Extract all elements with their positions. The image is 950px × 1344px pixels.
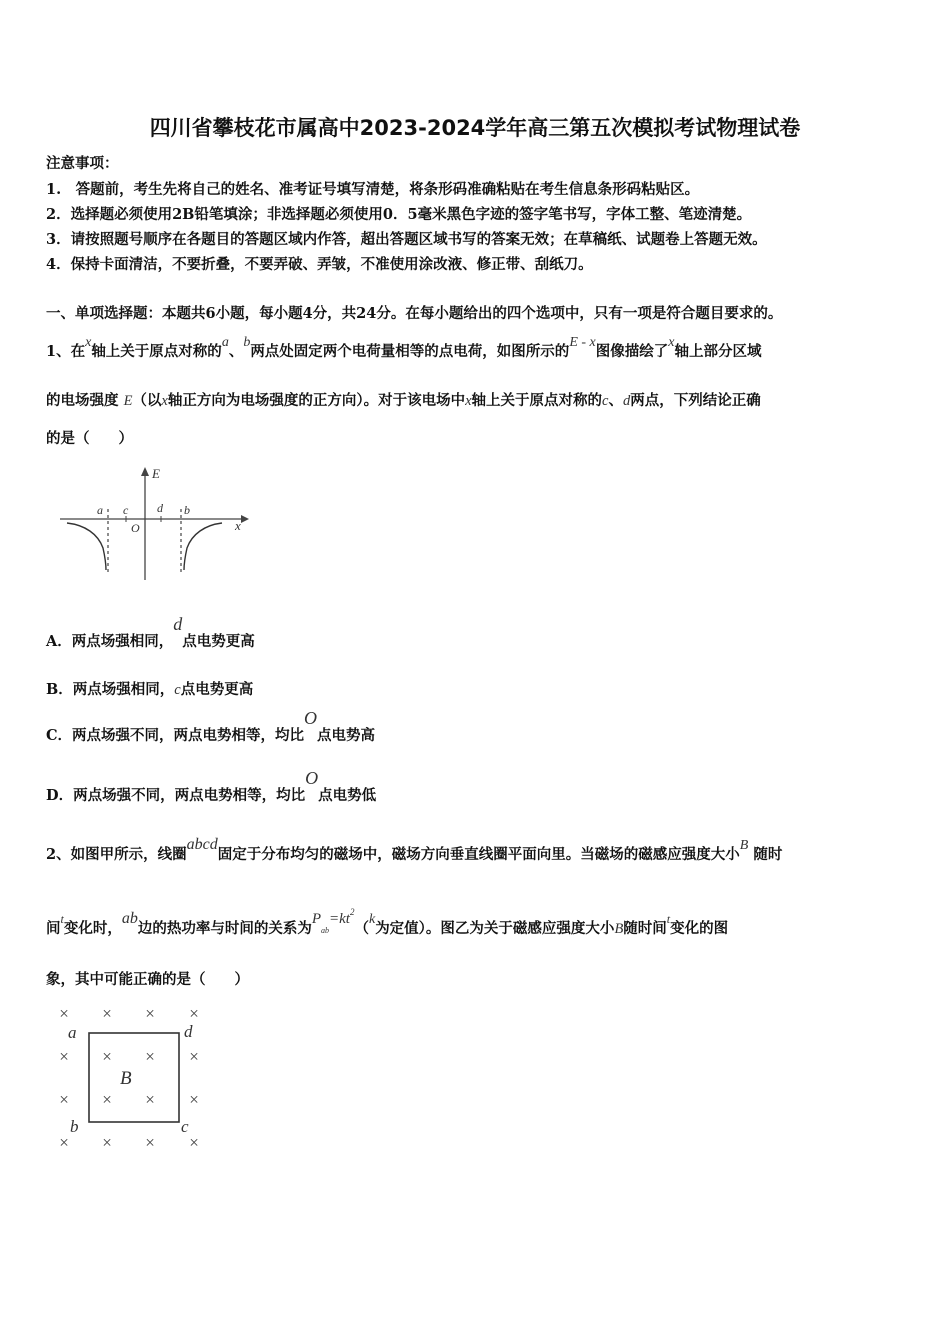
var-e-x: E - x <box>569 335 596 350</box>
var-ab: ab <box>121 910 138 927</box>
formula: =kt <box>329 911 350 927</box>
field-cross: × <box>145 1133 155 1152</box>
field-cross: × <box>59 1004 69 1023</box>
var-d: d <box>622 393 631 409</box>
q1-option-a[interactable]: A．两点场强相同，d点电势更高 <box>46 614 255 650</box>
q1-option-d[interactable]: D．两点场强不同，两点电势相等，均比O点电势低 <box>46 768 377 804</box>
x-axis-label: x <box>235 518 241 533</box>
notice-item: 1. 答题前，考生先将自己的姓名、准考证号填写清楚，将条形码准确粘贴在考生信息条形码粘贴区。 <box>46 181 700 198</box>
formula-exponent: 2 <box>349 907 355 917</box>
e-axis-label: E <box>152 466 160 481</box>
field-cross: × <box>59 1133 69 1152</box>
q1-e-x-graph <box>55 462 255 587</box>
var-d: d <box>173 614 183 634</box>
q1-option-c[interactable]: C．两点场强不同，两点电势相等，均比O点电势高 <box>46 708 376 744</box>
var-a: a <box>221 335 229 350</box>
field-cross: × <box>189 1090 199 1109</box>
notice-item: 4．保持卡面清洁，不要折叠，不要弄破、弄皱，不准使用涂改液、修正带、刮纸刀。 <box>46 256 593 273</box>
var-p-sub: ab <box>321 926 330 935</box>
corner-d-label: d <box>184 1022 193 1041</box>
field-cross: × <box>59 1047 69 1066</box>
notice-heading: 注意事项： <box>46 155 119 172</box>
field-cross: × <box>102 1047 112 1066</box>
var-x: x <box>668 335 675 350</box>
field-b-label: B <box>120 1068 132 1089</box>
var-abcd: abcd <box>186 836 218 853</box>
q1-option-b[interactable]: B．两点场强相同，c点电势更高 <box>46 681 254 698</box>
q2-stem-line3: 象，其中可能正确的是（ ） <box>46 971 249 988</box>
corner-a-label: a <box>68 1023 77 1042</box>
q1-stem-line3: 的是（ ） <box>46 430 133 447</box>
page-title: 四川省攀枝花市属高中2023-2024学年高三第五次模拟考试物理试卷 <box>149 116 801 140</box>
var-o: O <box>304 708 318 728</box>
field-curve-left <box>67 523 106 570</box>
field-cross: × <box>189 1004 199 1023</box>
origin-label: O <box>131 521 140 535</box>
field-cross: × <box>189 1133 199 1152</box>
var-p: P <box>311 911 322 927</box>
var-x: x <box>85 335 92 350</box>
var-x: x <box>161 393 168 409</box>
field-cross: × <box>102 1090 112 1109</box>
field-cross: × <box>145 1090 155 1109</box>
q2-stem-line1: 2、如图甲所示，线圈abcd固定于分布均匀的磁场中，磁场方向垂直线圈平面向里。当磁场的磁感应强度大小B 随时 <box>46 836 783 863</box>
point-a-label: a <box>97 503 103 517</box>
field-curve-right <box>184 523 222 570</box>
point-b-label: b <box>184 503 190 517</box>
e-axis-arrow <box>141 467 149 476</box>
q1-stem-line2: 的电场强度 E（以x轴正方向为电场强度的正方向）。对于该电场中x轴上关于原点对称的c、d两点，下列结论正确 <box>46 392 761 409</box>
field-cross: × <box>145 1047 155 1066</box>
field-cross: × <box>102 1133 112 1152</box>
notice-item: 3．请按照题号顺序在各题目的答题区域内作答，超出答题区域书写的答案无效；在草稿纸、试题卷上答题无效。 <box>46 231 767 248</box>
point-d-label: d <box>157 501 163 515</box>
field-cross: × <box>189 1047 199 1066</box>
var-e: E <box>123 393 133 409</box>
corner-c-label: c <box>181 1117 189 1136</box>
var-k: k <box>368 912 376 927</box>
var-b: B <box>739 838 749 853</box>
q2-coil-figure <box>50 1002 215 1157</box>
var-b: B <box>614 921 624 937</box>
corner-b-label: b <box>70 1117 79 1136</box>
var-c: c <box>174 682 181 698</box>
var-t: t <box>666 912 671 926</box>
var-b: b <box>243 335 251 350</box>
field-cross: × <box>59 1090 69 1109</box>
x-axis-arrow <box>241 515 249 523</box>
q1-stem-line1: 1、在x轴上关于原点对称的a、b两点处固定两个电荷量相等的点电荷，如图所示的E - x图像描绘了x轴上部分区域 <box>46 335 762 360</box>
var-c: c <box>602 393 609 409</box>
var-o: O <box>305 768 319 788</box>
field-cross: × <box>145 1004 155 1023</box>
q2-stem-line2: 间$^t$变化时，ab边的热功率与时间的关系为$Pab=kt^2(k$为定值）。图乙为关于磁感应强度大小B随时间$^t$变化的图 <box>46 907 729 937</box>
section-heading: 一、单项选择题：本题共6小题，每小题4分，共24分。在每小题给出的四个选项中，只有一项是符合题目要求的。 <box>46 305 783 322</box>
point-c-label: c <box>123 503 129 517</box>
var-x: x <box>465 393 472 409</box>
field-cross: × <box>102 1004 112 1023</box>
notice-item: 2．选择题必须使用2B铅笔填涂；非选择题必须使用0．5毫米黑色字迹的签字笔书写，字体工整、笔迹清楚。 <box>46 206 752 223</box>
var-t: t <box>60 912 64 926</box>
